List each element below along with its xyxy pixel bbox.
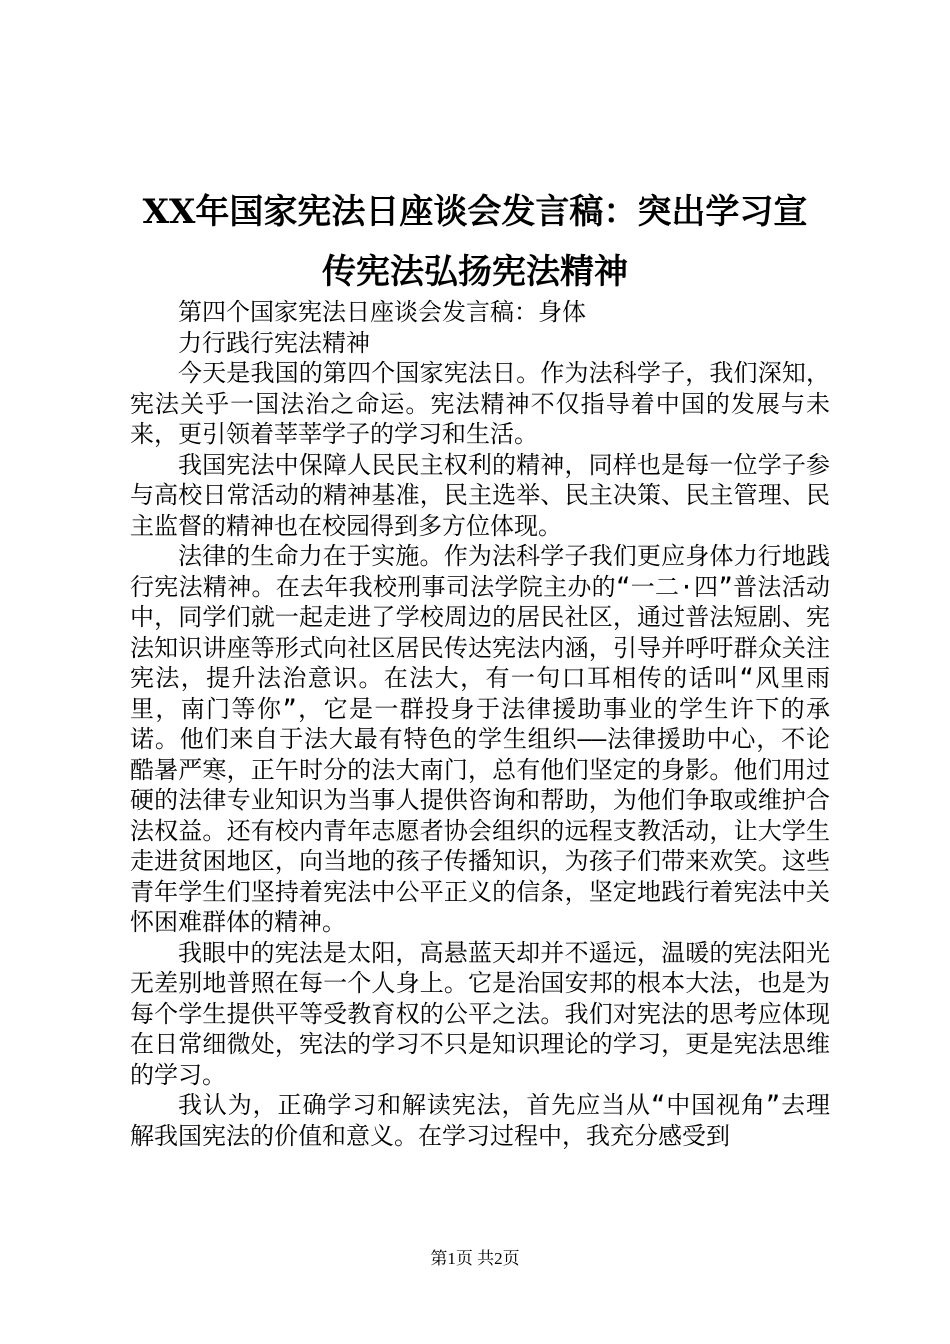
body-paragraph: 我国宪法中保障人民民主权利的精神，同样也是每一位学子参与高校日常活动的精神基准，民主选举、民主决策、民主管理、民主监督的精神也在校园得到多方位体现。 [130,450,830,540]
document-body [130,297,830,1151]
subtitle-line-2: 力行践行宪法精神 [178,328,370,357]
document-title-line-1: XX年国家宪法日座谈会发言稿：突出学习宣 [142,192,808,232]
body-paragraph: 我认为，正确学习和解读宪法，首先应当从“中国视角”去理解我国宪法的价值和意义。在学习过程中，我充分感受到 [130,1091,830,1150]
body-paragraph: 法律的生命力在于实施。作为法科学子我们更应身体力行地践行宪法精神。在去年我校刑事司法学院主办的“一二·四”普法活动中，同学们就一起走进了学校周边的居民社区，通过普法短剧、宪法知识讲座等形式向社区居民传达宪法内涵，引导并呼吁群众关注宪法，提升法治意识。在法大，有一句口耳相传的话叫“风里雨里，南门等你”，它是一群投身于法律援助事业的学生许下的承诺。他们来自于法大最有特色的学生组织——法律援助中心，不论酷暑严寒，正午时分的法大南门，总有他们坚定的身影。他们用过硬的法律专业知识为当事人提供咨询和帮助，为他们争取或维护合法权益。还有校内青年志愿者协会组织的远程支教活动，让大学生走进贫困地区，向当地的孩子传播知识，为孩子们带来欢笑。这些青年学生们坚持着宪法中公平正义的信条，坚定地践行着宪法中关怀困难群体的精神。 [130,542,830,936]
document-title-line-2: 传宪法弘扬宪法精神 [322,252,628,292]
body-paragraph: 我眼中的宪法是太阳，高悬蓝天却并不遥远，温暖的宪法阳光无差别地普照在每一个人身上。它是治国安邦的根本大法，也是为每个学生提供平等受教育权的公平之法。我们对宪法的思考应体现在日常细微处，宪法的学习不只是知识理论的学习，更是宪法思维的学习。 [130,938,830,1089]
body-paragraph: 今天是我国的第四个国家宪法日。作为法科学子，我们深知，宪法关乎一国法治之命运。宪法精神不仅指导着中国的发展与未来，更引领着莘莘学子的学习和生活。 [130,359,830,448]
subtitle-line-1: 第四个国家宪法日座谈会发言稿：身体 [178,298,586,326]
page-footer: 第1页 共2页 [430,1249,520,1268]
